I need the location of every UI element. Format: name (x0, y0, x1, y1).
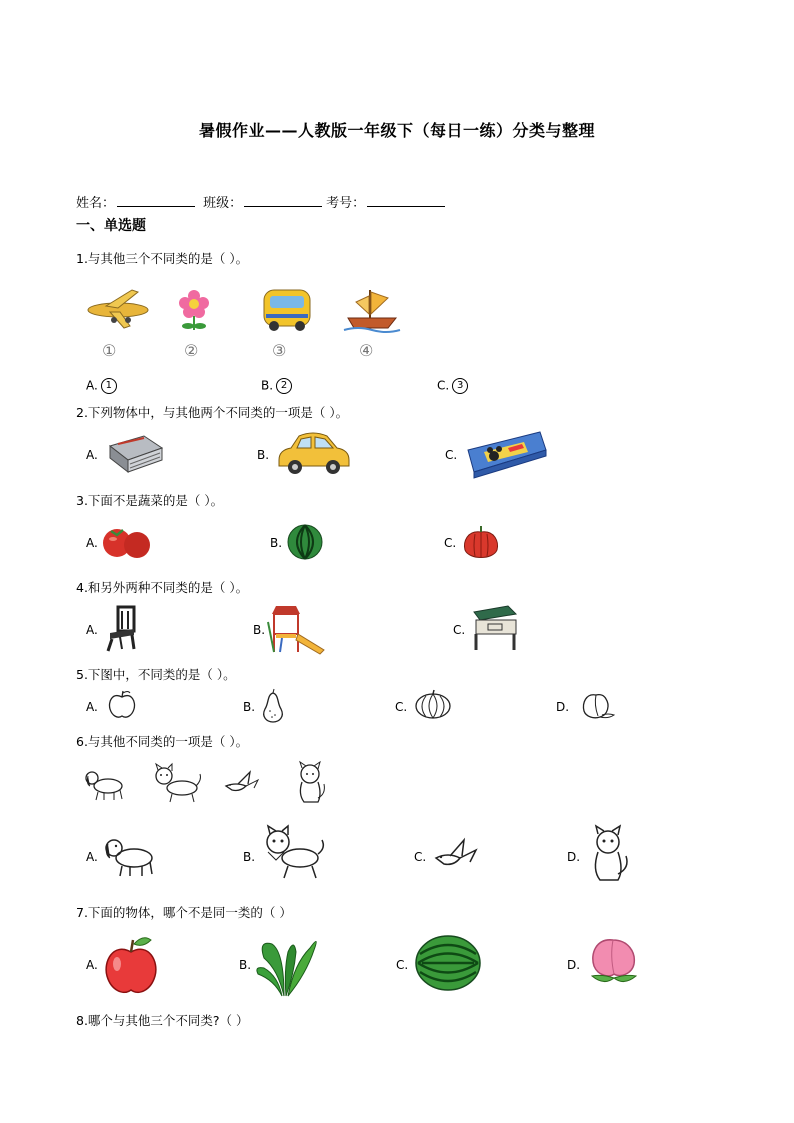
dog-small-image (84, 768, 126, 802)
q6-option-b-label[interactable]: B. (243, 850, 256, 864)
q7-option-d-label[interactable]: D. (567, 958, 581, 972)
q4-option-c-label[interactable]: C. (453, 623, 466, 637)
question-7-text: 7.下面的物体，哪个不是同一类的（ ） (76, 905, 292, 920)
page-title: 暑假作业——人教版一年级下（每日一练）分类与整理 (198, 121, 595, 140)
tomato-image (101, 525, 153, 559)
q1-option-c[interactable]: C. 3 (437, 378, 468, 394)
question-5-text: 5.下图中，不同类的是（ ）。 (76, 667, 236, 682)
image-number-1: ① (102, 341, 117, 360)
question-1-text: 1.与其他三个不同类的是（ ）。 (76, 251, 249, 266)
q3-option-a-label[interactable]: A. (86, 536, 98, 550)
pumpkin-outline-image (414, 689, 452, 719)
desk-image (470, 604, 518, 652)
apple-outline-image (107, 690, 137, 720)
chair-image (104, 605, 138, 651)
kitten-small-image (294, 762, 328, 804)
name-blank[interactable] (117, 194, 195, 207)
exam-label: 考号： (326, 196, 366, 211)
q4-option-a-label[interactable]: A. (86, 623, 98, 637)
question-4-text: 4.和另外两种不同类的是（ ）。 (76, 580, 249, 595)
bird-small-image (222, 770, 262, 798)
q7-option-b-label[interactable]: B. (239, 958, 252, 972)
q3-option-b-label[interactable]: B. (270, 536, 283, 550)
exam-blank[interactable] (367, 194, 445, 207)
peach-image (584, 934, 642, 986)
section-heading: 一、单选题 (76, 218, 146, 234)
pencil-box-image (464, 428, 548, 480)
q7-option-a-label[interactable]: A. (86, 958, 98, 972)
student-info-line (76, 192, 449, 211)
q5-option-d-label[interactable]: D. (556, 700, 570, 714)
watermelon-large-image (414, 934, 482, 992)
q1-option-b[interactable]: B. 2 (261, 378, 292, 394)
book-image (104, 434, 166, 476)
q6-option-c-label[interactable]: C. (414, 850, 427, 864)
plane-image (84, 286, 152, 332)
q2-option-b-label[interactable]: B. (257, 448, 270, 462)
question-6-text: 6.与其他不同类的一项是（ ）。 (76, 734, 249, 749)
cat-image (262, 826, 326, 880)
question-2-text: 2.下列物体中，与其他两个不同类的一项是（ ）。 (76, 405, 349, 420)
peach-outline-image (578, 689, 616, 721)
spinach-image (254, 930, 322, 1000)
class-label: 班级： (203, 196, 243, 211)
q2-option-c-label[interactable]: C. (445, 448, 458, 462)
boat-image (344, 286, 400, 332)
q6-option-a-label[interactable]: A. (86, 850, 98, 864)
cat-small-image (152, 764, 202, 804)
q2-option-a-label[interactable]: A. (86, 448, 98, 462)
kitten-image (588, 826, 632, 882)
class-blank[interactable] (244, 194, 322, 207)
pear-outline-image (259, 689, 287, 723)
question-8-text: 8.哪个与其他三个不同类?（ ） (76, 1013, 249, 1028)
q5-option-b-label[interactable]: B. (243, 700, 256, 714)
q3-option-c-label[interactable]: C. (444, 536, 457, 550)
watermelon-image (287, 524, 323, 560)
car-image (273, 430, 353, 476)
name-label: 姓名： (76, 196, 116, 211)
q1-option-a[interactable]: A. 1 (86, 378, 117, 394)
tomato-red-image (461, 524, 501, 562)
bird-image (432, 836, 478, 872)
image-number-4: ④ (359, 341, 374, 360)
question-3-text: 3.下面不是蔬菜的是（ ）。 (76, 493, 224, 508)
playground-image (266, 602, 328, 654)
dog-image (104, 834, 156, 878)
q6-option-d-label[interactable]: D. (567, 850, 581, 864)
apple-image (101, 934, 161, 998)
bus-image (260, 284, 314, 334)
q7-option-c-label[interactable]: C. (396, 958, 409, 972)
q5-option-c-label[interactable]: C. (395, 700, 408, 714)
image-number-3: ③ (272, 341, 287, 360)
image-number-2: ② (184, 341, 199, 360)
q4-option-b-label[interactable]: B. (253, 623, 266, 637)
q5-option-a-label[interactable]: A. (86, 700, 98, 714)
flower-image (176, 288, 212, 332)
